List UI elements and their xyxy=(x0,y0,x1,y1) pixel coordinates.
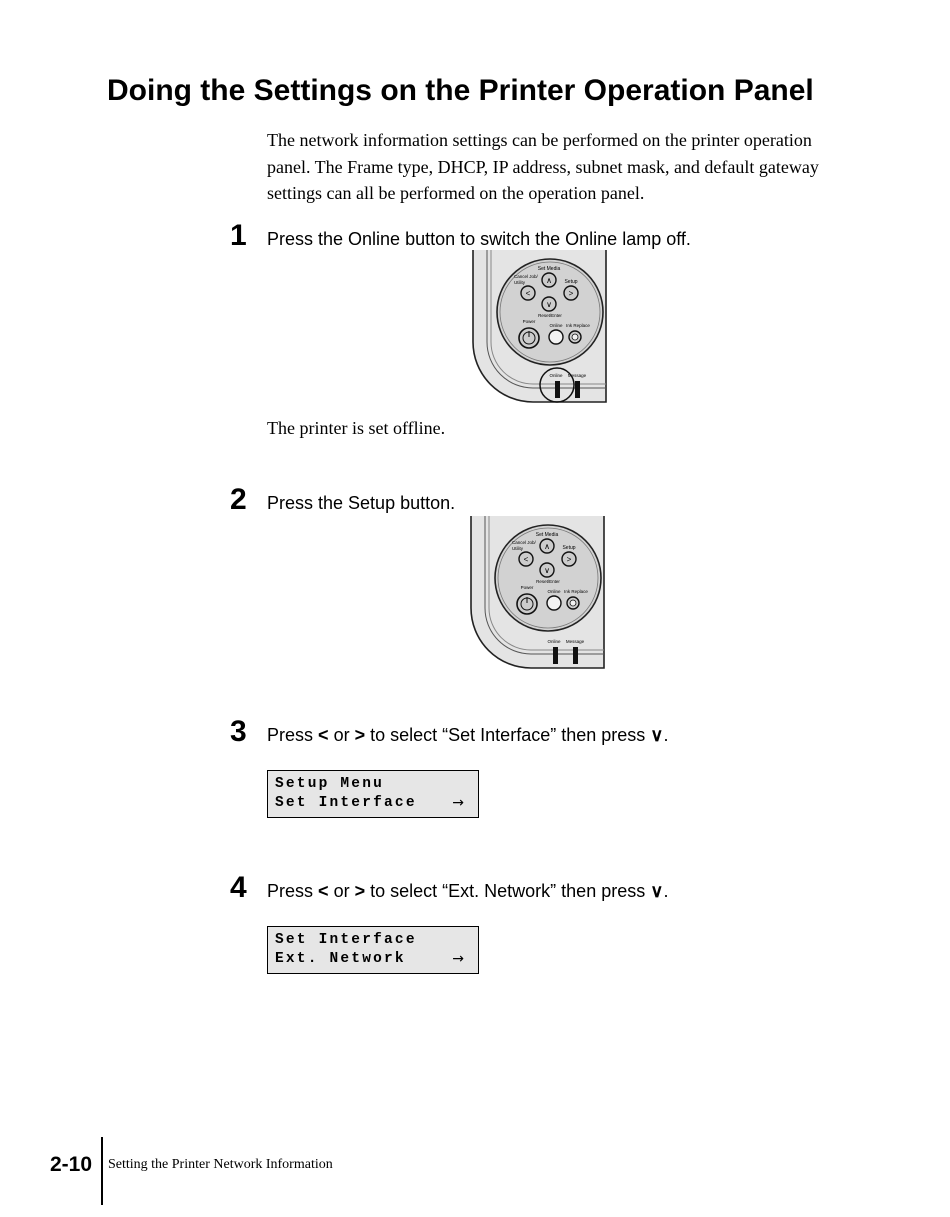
ink-replace-label: Ink Replace xyxy=(564,589,588,594)
cancel-job-label: Cancel Job/ xyxy=(514,274,538,279)
step-1-note: The printer is set offline. xyxy=(267,418,446,438)
left-arrow-icon: < xyxy=(318,881,329,901)
right-arrow-icon: > xyxy=(354,881,366,901)
right-arrow-icon: > xyxy=(354,725,366,745)
set-media-label: Set Media xyxy=(535,532,559,538)
message-lamp-label: Message xyxy=(567,373,587,378)
up-arrow-icon: ∧ xyxy=(546,276,552,285)
left-arrow-icon: < xyxy=(523,555,529,564)
message-lamp xyxy=(575,381,580,398)
utility-label: Utility xyxy=(512,546,523,551)
up-arrow-icon: ∧ xyxy=(544,542,550,551)
online-button[interactable] xyxy=(547,596,561,610)
right-arrow-icon: → xyxy=(452,794,464,811)
lcd-line-2: Set Interface xyxy=(275,794,417,811)
right-arrow-icon: > xyxy=(568,289,574,298)
control-panel-illustration-2 xyxy=(470,516,606,672)
reset-enter-label: Reset/Enter xyxy=(538,313,562,318)
step-3-period: . xyxy=(663,725,669,745)
setup-label: Setup xyxy=(562,545,576,551)
online-lamp-label: Online xyxy=(549,373,563,378)
online-lamp xyxy=(553,647,558,664)
step-4-instruction: to select “Ext. Network” then press xyxy=(370,881,646,901)
ink-replace-label: Ink Replace xyxy=(566,323,590,328)
step-3-text xyxy=(267,724,668,746)
online-button[interactable] xyxy=(549,330,563,344)
down-arrow-icon: ∨ xyxy=(544,566,550,575)
step-1-number: 1 xyxy=(230,219,247,252)
step-4-text xyxy=(267,880,668,902)
footer-divider xyxy=(101,1137,103,1205)
lcd-line-2: Ext. Network xyxy=(275,950,406,967)
online-label: Online xyxy=(549,323,563,328)
power-label: Power xyxy=(520,585,534,590)
utility-label: Utility xyxy=(514,280,525,285)
step-2-number: 2 xyxy=(230,483,247,516)
reset-enter-label: Reset/Enter xyxy=(536,579,560,584)
message-lamp-label: Message xyxy=(565,639,585,644)
step-3-press: Press xyxy=(267,725,314,745)
footer-section-title: Setting the Printer Network Information xyxy=(108,1157,333,1172)
online-lamp xyxy=(555,381,560,398)
page-title: Doing the Settings on the Printer Operation Panel xyxy=(107,74,814,107)
right-arrow-icon: > xyxy=(566,555,572,564)
step-3-number: 3 xyxy=(230,715,247,748)
intro-paragraph: The network information settings can be performed on the printer operation panel. The Frame type, DHCP, IP address, subnet mask, and default gateway settings can all be performed on the operation panel. xyxy=(267,130,819,203)
down-arrow-icon: ∨ xyxy=(650,725,664,745)
lcd-line-1: Set Interface xyxy=(275,932,417,948)
down-arrow-icon: ∨ xyxy=(546,300,552,309)
left-arrow-icon: < xyxy=(525,289,531,298)
control-panel-illustration-1 xyxy=(472,250,608,406)
online-lamp-label: Online xyxy=(547,639,561,644)
lcd-display-step-4 xyxy=(267,926,479,974)
step-4-number: 4 xyxy=(230,871,247,904)
step-1-text: Press the Online button to switch the Online lamp off. xyxy=(267,229,691,249)
page-number: 2-10 xyxy=(50,1153,93,1176)
message-lamp xyxy=(573,647,578,664)
step-4-or: or xyxy=(333,881,350,901)
step-3-or: or xyxy=(333,725,350,745)
step-3-instruction: to select “Set Interface” then press xyxy=(370,725,646,745)
lcd-display-step-3 xyxy=(267,770,479,818)
right-arrow-icon: → xyxy=(452,950,464,967)
step-4-period: . xyxy=(663,881,669,901)
left-arrow-icon: < xyxy=(318,725,329,745)
power-label: Power xyxy=(522,319,536,324)
cancel-job-label: Cancel Job/ xyxy=(512,540,536,545)
step-2-text: Press the Setup button. xyxy=(267,493,456,513)
set-media-label: Set Media xyxy=(537,266,561,272)
down-arrow-icon: ∨ xyxy=(650,881,664,901)
step-4-press: Press xyxy=(267,881,314,901)
lcd-line-1: Setup Menu xyxy=(275,776,385,792)
online-label: Online xyxy=(547,589,561,594)
setup-label: Setup xyxy=(564,279,578,285)
